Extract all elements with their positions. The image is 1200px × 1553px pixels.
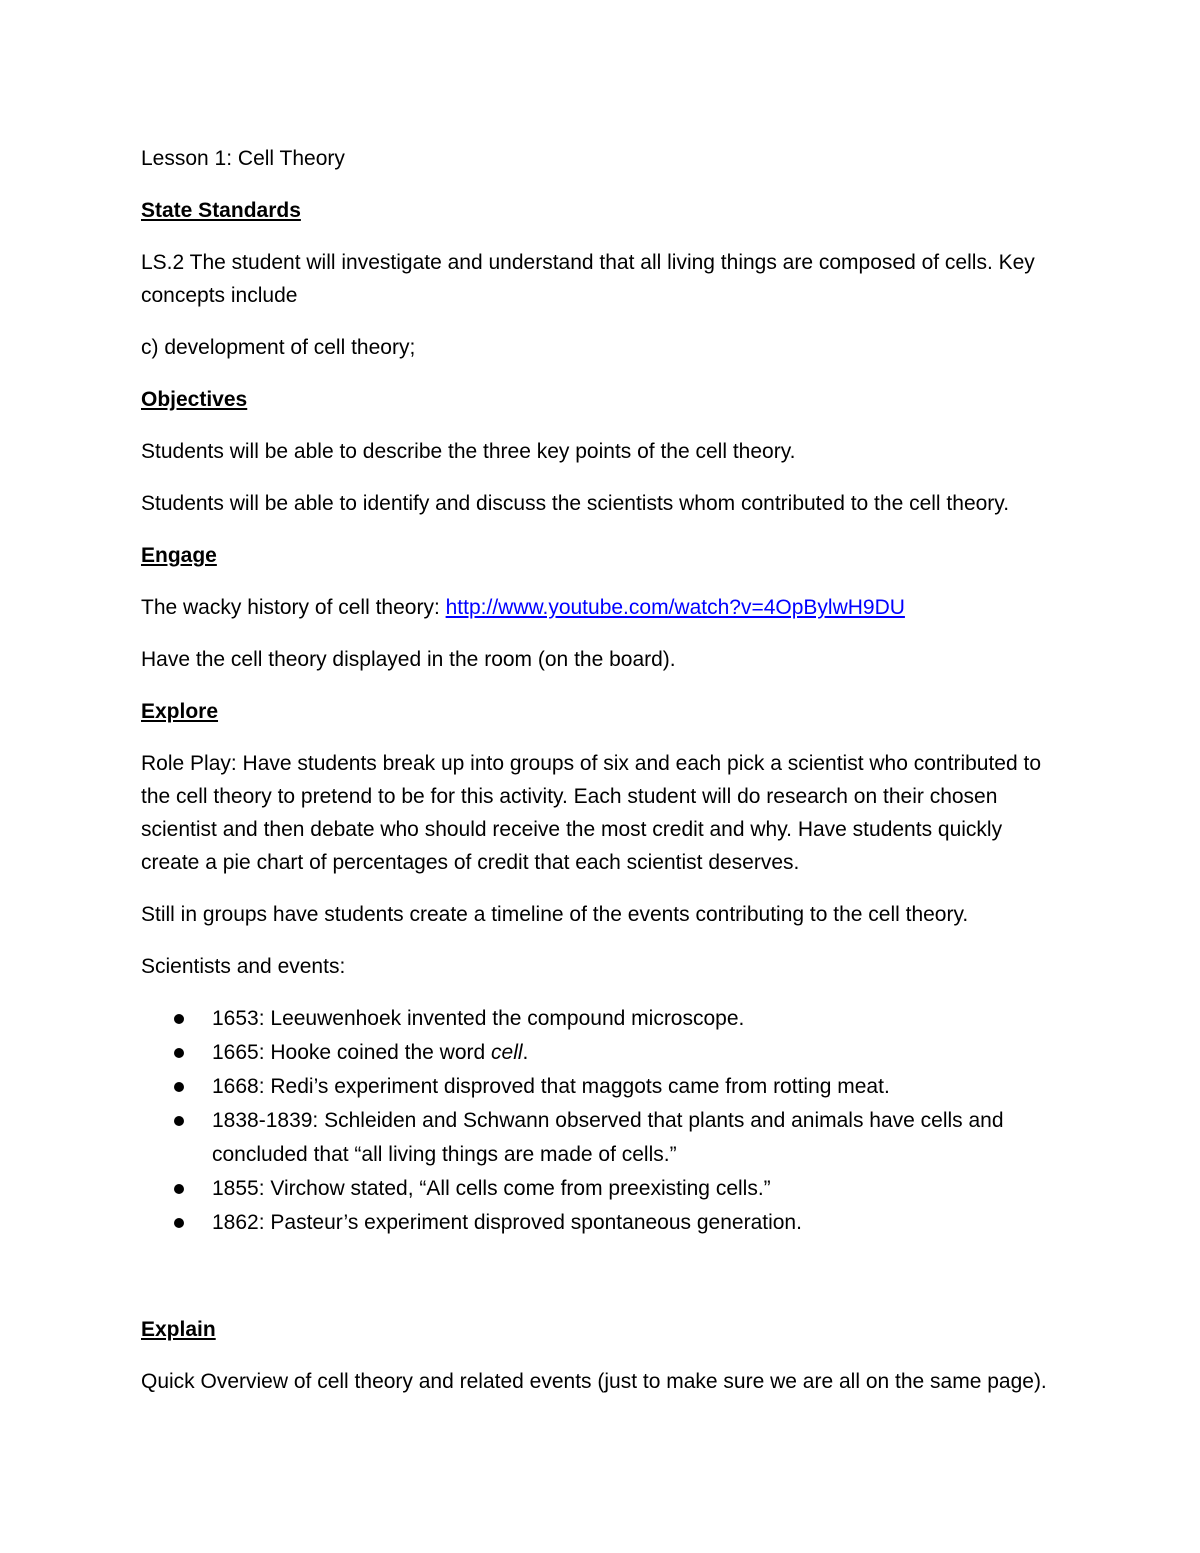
spacer [141, 1240, 1061, 1313]
event-text: 1862: Pasteur’s experiment disproved spontaneous generation. [212, 1211, 802, 1234]
bullet-icon [174, 1014, 184, 1024]
event-text-suffix: . [522, 1041, 529, 1064]
bullet-icon [174, 1184, 184, 1194]
standards-text: LS.2 The student will investigate and understand that all living things are composed of cells. Key concepts include [141, 251, 1035, 307]
engage-note: Have the cell theory displayed in the room (on the board). [141, 648, 676, 671]
event-text-word: cell [491, 1041, 523, 1064]
video-link[interactable]: http://www.youtube.com/watch?v=4OpBylwH9DU [445, 596, 905, 619]
lesson-title: Lesson 1: Cell Theory [141, 147, 345, 170]
role-play-text: Role Play: Have students break up into groups of six and each pick a scientist who contributed to the cell theory to pretend to be for this activity. Each student will do research on their chosen scientist and then debate who should receive the most credit and why. Have students quickly create a pie chart of percentages of credit that each scientist deserves. [141, 752, 1042, 874]
standards-item: c) development of cell theory; [141, 336, 416, 359]
events-label: Scientists and events: [141, 955, 346, 978]
objective-item: Students will be able to describe the three key points of the cell theory. [141, 440, 796, 463]
objectives-heading: Objectives [141, 388, 248, 411]
event-text: 1855: Virchow stated, “All cells come from preexisting cells.” [212, 1177, 771, 1200]
bullet-icon [174, 1116, 184, 1126]
list-item [141, 1070, 1061, 1104]
document-body [141, 142, 1061, 1417]
explain-heading: Explain [141, 1318, 216, 1341]
bullet-icon [174, 1048, 184, 1058]
event-text: 1668: Redi’s experiment disproved that maggots came from rotting meat. [212, 1075, 890, 1098]
bullet-icon [174, 1218, 184, 1228]
engage-heading: Engage [141, 544, 217, 567]
event-text: 1838-1839: Schleiden and Schwann observed that plants and animals have cells and concluded that “all living things are made of cells.” [212, 1109, 1004, 1166]
list-item [141, 1002, 1061, 1036]
list-item [141, 1036, 1061, 1070]
event-text: 1653: Leeuwenhoek invented the compound microscope. [212, 1007, 745, 1030]
events-list [141, 1002, 1061, 1240]
timeline-text: Still in groups have students create a timeline of the events contributing to the cell theory. [141, 903, 969, 926]
standards-heading: State Standards [141, 199, 301, 222]
objective-item: Students will be able to identify and discuss the scientists whom contributed to the cell theory. [141, 492, 1010, 515]
bullet-icon [174, 1082, 184, 1092]
engage-video-line [141, 591, 1061, 624]
event-text-prefix: 1665: Hooke coined the word [212, 1041, 492, 1064]
list-item [141, 1206, 1061, 1240]
list-item [141, 1104, 1061, 1172]
explore-heading: Explore [141, 700, 219, 723]
explain-text: Quick Overview of cell theory and related events (just to make sure we are all on the same page). [141, 1370, 1047, 1393]
engage-video-label: The wacky history of cell theory: [141, 596, 446, 619]
list-item [141, 1172, 1061, 1206]
